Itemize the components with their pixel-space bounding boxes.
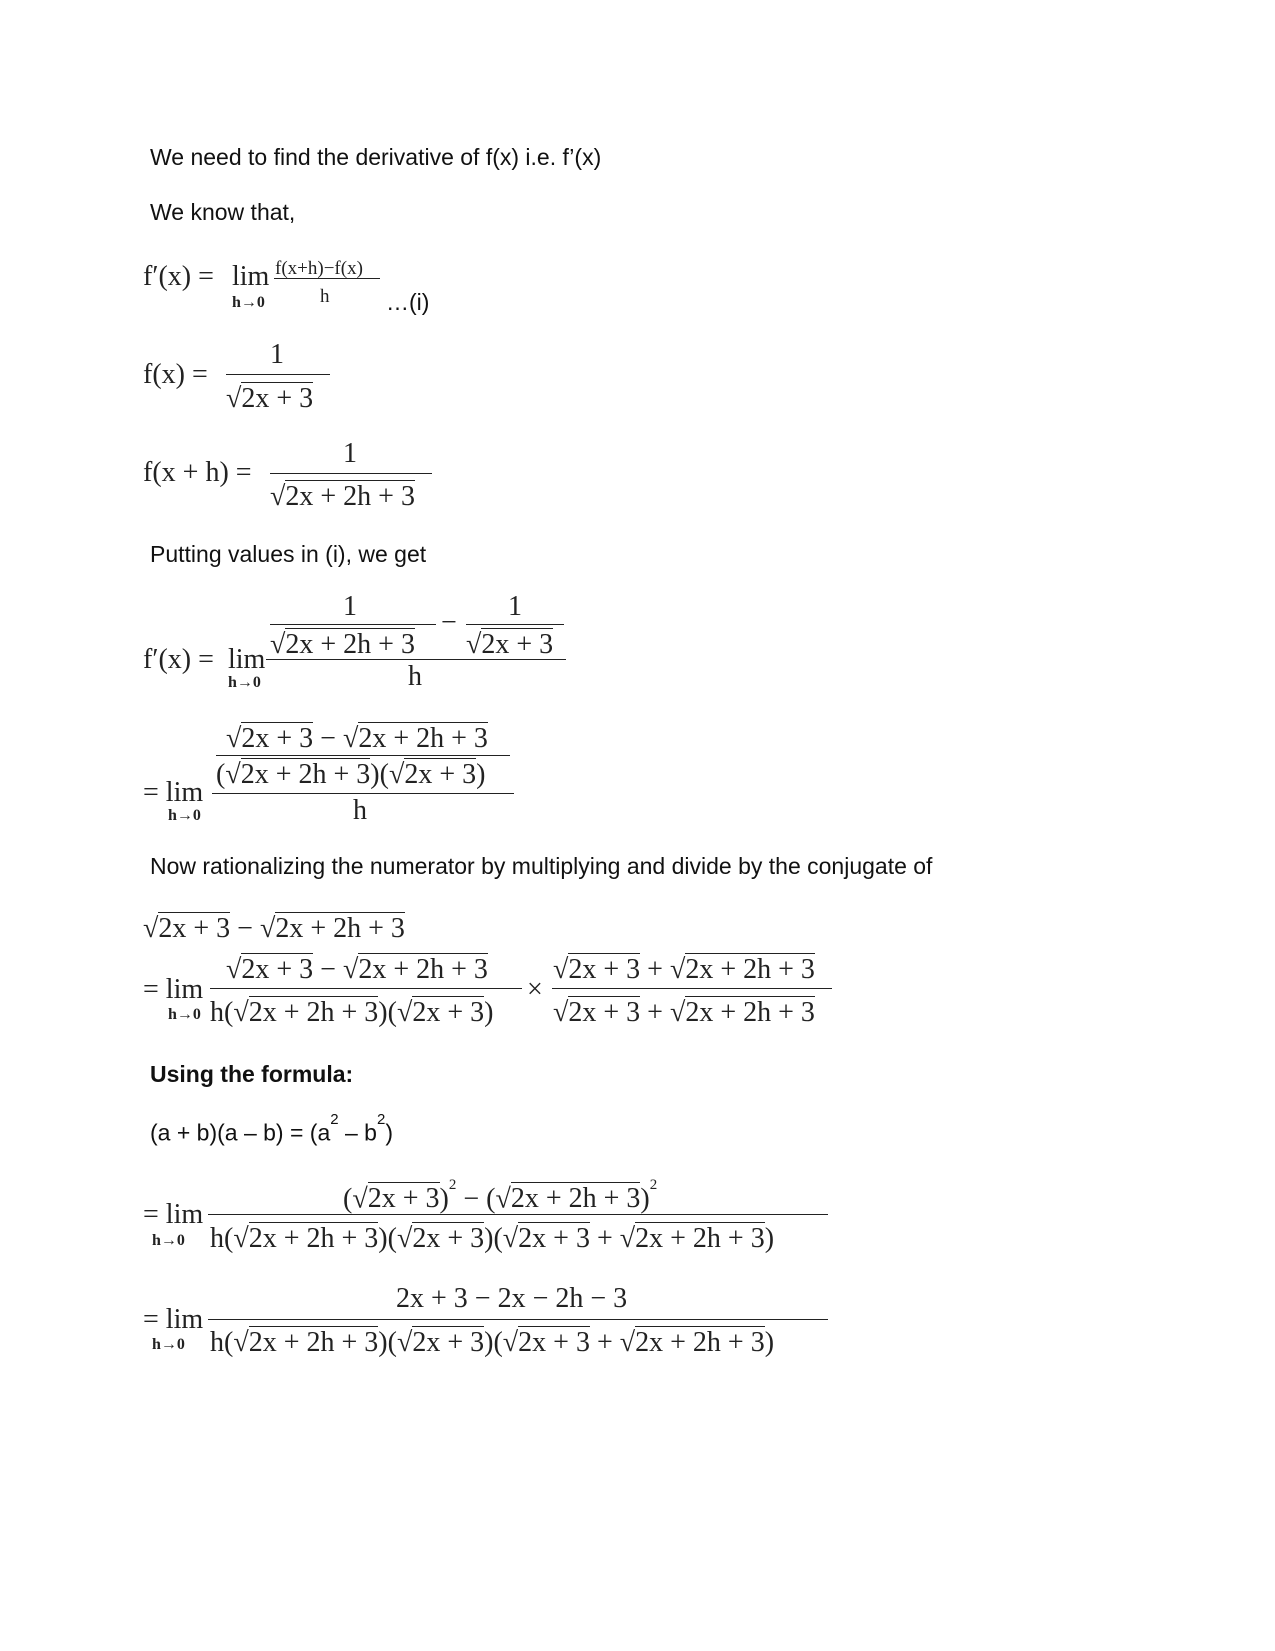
conjugate-expression: √2x + 3 − √2x + 2h + 3 (143, 913, 405, 944)
def-numerator: f(x+h)−f(x) (275, 258, 363, 279)
know-text: We know that, (150, 199, 296, 225)
identity-formula: $(a + b)(a - b) = (a^2 - b^2)$ (150, 1111, 393, 1146)
lim-subscript: h→0 (232, 294, 265, 311)
lim-label: lim (232, 261, 270, 292)
fxh-label: f(x + h) = (143, 457, 252, 488)
rationalize-text: Now rationalizing the numerator by multiplying and divide by the conjugate of (150, 853, 933, 879)
def-denominator: h (320, 286, 330, 307)
formula-heading: Using the formula: (150, 1061, 354, 1087)
intro-text: We need to find the derivative of f(x) i.e. f’(x) (150, 144, 602, 170)
equation-tag: …(i) (386, 289, 430, 315)
putting-text: Putting values in (i), we get (150, 541, 427, 567)
fx-label: f(x) = (143, 359, 208, 390)
fprime-label: f′(x) (143, 261, 192, 292)
